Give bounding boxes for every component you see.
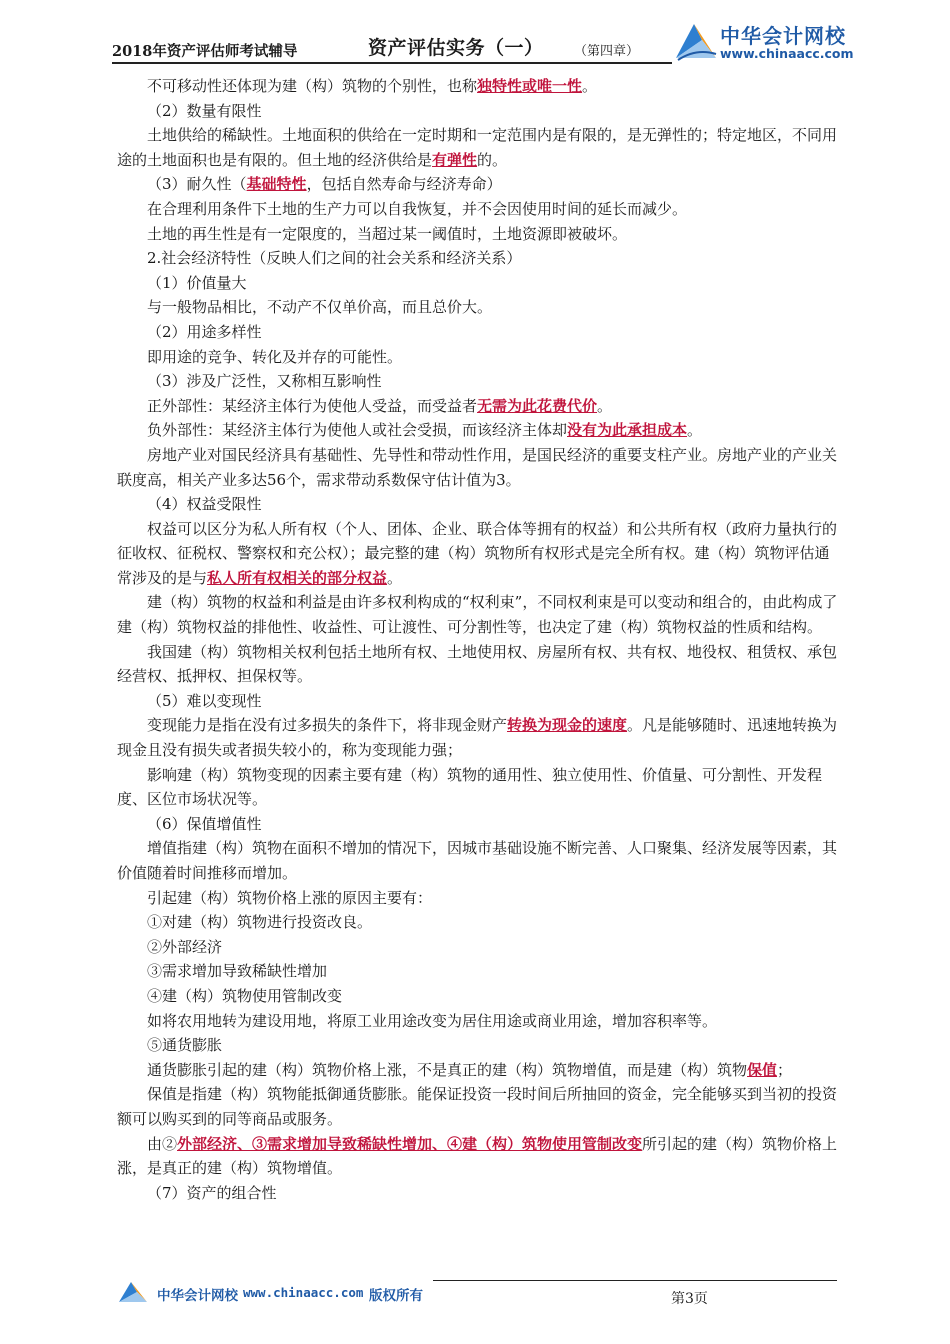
paragraph: 在合理利用条件下土地的生产力可以自我恢复，并不会因使用时间的延长而减少。 bbox=[147, 199, 688, 218]
subheading: （4）权益受限性 bbox=[147, 495, 262, 514]
paragraph: 变现能力是指在没有过多损失的条件下，将非现金财产转换为现金的速度。凡是能够随时、迅速地转换为现金且没有损失或者损失较小的，称为变现能力强； bbox=[117, 716, 838, 760]
paragraph: 由②外部经济、③需求增加导致稀缺性增加、④建（构）筑物使用管制改变所引起的建（构）筑物价格上涨，是真正的建（构）筑物增值。 bbox=[117, 1134, 838, 1178]
paragraph: 通货膨胀引起的建（构）筑物价格上涨，不是真正的建（构）筑物增值，而是建（构）筑物保值； bbox=[147, 1060, 793, 1079]
paragraph: 权益可以区分为私人所有权（个人、团体、企业、联合体等拥有的权益）和公共所有权（政府力量执行的征收权、征税权、警察权和充公权）；最完整的建（构）筑物所有权形式是完全所有权。建（构）筑物评估通常涉及的是与私人所有权相关的部分权益。 bbox=[117, 519, 838, 587]
footer-divider bbox=[433, 1280, 837, 1281]
highlight: 独特性或唯一性 bbox=[477, 77, 583, 95]
paragraph: 房地产业对国民经济具有基础性、先导性和带动性作用，是国民经济的重要支柱产业。房地产业的产业关联度高，相关产业多达56个，需求带动系数保守估计值为3。 bbox=[117, 445, 838, 489]
page-number: 第3页 bbox=[671, 1291, 708, 1307]
paragraph: 不可移动性还体现为建（构）筑物的个别性，也称独特性或唯一性。 bbox=[147, 77, 598, 95]
subheading: （7）资产的组合性 bbox=[147, 1183, 277, 1202]
highlight: 没有为此承担成本 bbox=[567, 421, 688, 440]
list-item: ②外部经济 bbox=[147, 937, 223, 956]
page-header bbox=[112, 18, 854, 62]
subheading: （3）耐久性（基础特性，包括自然寿命与经济寿命） bbox=[147, 175, 502, 194]
highlight: 转换为现金的速度 bbox=[507, 716, 628, 735]
paragraph: 引起建（构）筑物价格上涨的原因主要有： bbox=[147, 888, 433, 907]
header-divider bbox=[112, 62, 672, 64]
subheading: （1）价值量大 bbox=[147, 273, 247, 292]
highlight: 保值 bbox=[747, 1060, 778, 1079]
list-item: ⑤通货膨胀 bbox=[147, 1036, 223, 1055]
section-heading: 2.社会经济特性（反映人们之间的社会关系和经济关系） bbox=[147, 249, 522, 268]
paragraph: 保值是指建（构）筑物能抵御通货膨胀。能保证投资一段时间后所抽回的资金，完全能够买到当初的投资额可以购买到的同等商品或服务。 bbox=[117, 1085, 838, 1128]
highlight: 有弹性 bbox=[432, 150, 478, 169]
list-item: ④建（构）筑物使用管制改变 bbox=[147, 986, 343, 1005]
paragraph: 增值指建（构）筑物在面积不增加的情况下，因城市基础设施不断完善、人口聚集、经济发展等因素，其价值随着时间推移而增加。 bbox=[117, 839, 838, 882]
list-item: ①对建（构）筑物进行投资改良。 bbox=[147, 913, 373, 932]
paragraph: 负外部性：某经济主体行为使他人或社会受损，而该经济主体却没有为此承担成本。 bbox=[147, 421, 703, 440]
subheading: （3）涉及广泛性，又称相互影响性 bbox=[147, 372, 382, 391]
document-body bbox=[117, 74, 839, 1205]
paragraph: 建（构）筑物的权益和利益是由许多权利构成的“权利束”，不同权利束是可以变动和组合的，由此构成了建（构）筑物权益的排他性、收益性、可让渡性、可分割性等，也决定了建（构）筑物权益的性质和结构。 bbox=[117, 593, 838, 637]
paragraph: 土地供给的稀缺性。土地面积的供给在一定时期和一定范围内是有限的，是无弹性的；特定地区，不同用途的土地面积也是有限的。但土地的经济供给是有弹性的。 bbox=[117, 126, 838, 169]
subheading: （2）用途多样性 bbox=[147, 322, 262, 341]
subheading: （5）难以变现性 bbox=[147, 691, 262, 710]
header-title: 资产评估实务（一） bbox=[368, 37, 544, 59]
highlight: 私人所有权相关的部分权益 bbox=[207, 568, 388, 587]
logo-url: www.chinaacc.com bbox=[720, 46, 854, 61]
header-exam-label: 2018年资产评估师考试辅导 bbox=[112, 43, 298, 60]
paragraph: 我国建（构）筑物相关权利包括土地所有权、土地使用权、房屋所有权、共有权、地役权、租赁权、承包经营权、抵押权、担保权等。 bbox=[117, 642, 838, 686]
paragraph: 土地的再生性是有一定限度的，当超过某一阈值时，土地资源即被破坏。 bbox=[147, 224, 628, 243]
list-item: ③需求增加导致稀缺性增加 bbox=[147, 962, 328, 981]
subheading: （6）保值增值性 bbox=[147, 814, 262, 833]
footer-logo-icon bbox=[117, 1280, 149, 1306]
footer-url[interactable]: www.chinaacc.com bbox=[243, 1285, 364, 1300]
highlight: 外部经济、③需求增加导致稀缺性增加、④建（构）筑物使用管制改变 bbox=[177, 1134, 643, 1153]
paragraph: 正外部性：某经济主体行为使他人受益，而受益者无需为此花费代价。 bbox=[147, 396, 613, 415]
logo-name: 中华会计网校 bbox=[720, 24, 846, 48]
paragraph: 如将农用地转为建设用地，将原工业用途改变为居住用途或商业用途，增加容积率等。 bbox=[147, 1011, 718, 1030]
paragraph: 影响建（构）筑物变现的因素主要有建（构）筑物的通用性、独立使用性、价值量、可分割性、开发程度、区位市场状况等。 bbox=[117, 765, 823, 809]
header-logo bbox=[672, 18, 854, 64]
paragraph: 即用途的竞争、转化及并存的可能性。 bbox=[147, 347, 403, 366]
footer-rights: 版权所有 bbox=[369, 1288, 423, 1304]
paragraph: 与一般物品相比，不动产不仅单价高，而且总价大。 bbox=[147, 298, 493, 317]
page-footer bbox=[117, 1274, 839, 1314]
chinaacc-logo-icon bbox=[672, 18, 718, 64]
header-chapter: （第四章） bbox=[574, 44, 640, 59]
highlight: 无需为此花费代价 bbox=[477, 396, 598, 415]
footer-name: 中华会计网校 bbox=[157, 1288, 238, 1304]
subheading: （2）数量有限性 bbox=[147, 101, 262, 120]
highlight: 基础特性 bbox=[246, 175, 307, 194]
